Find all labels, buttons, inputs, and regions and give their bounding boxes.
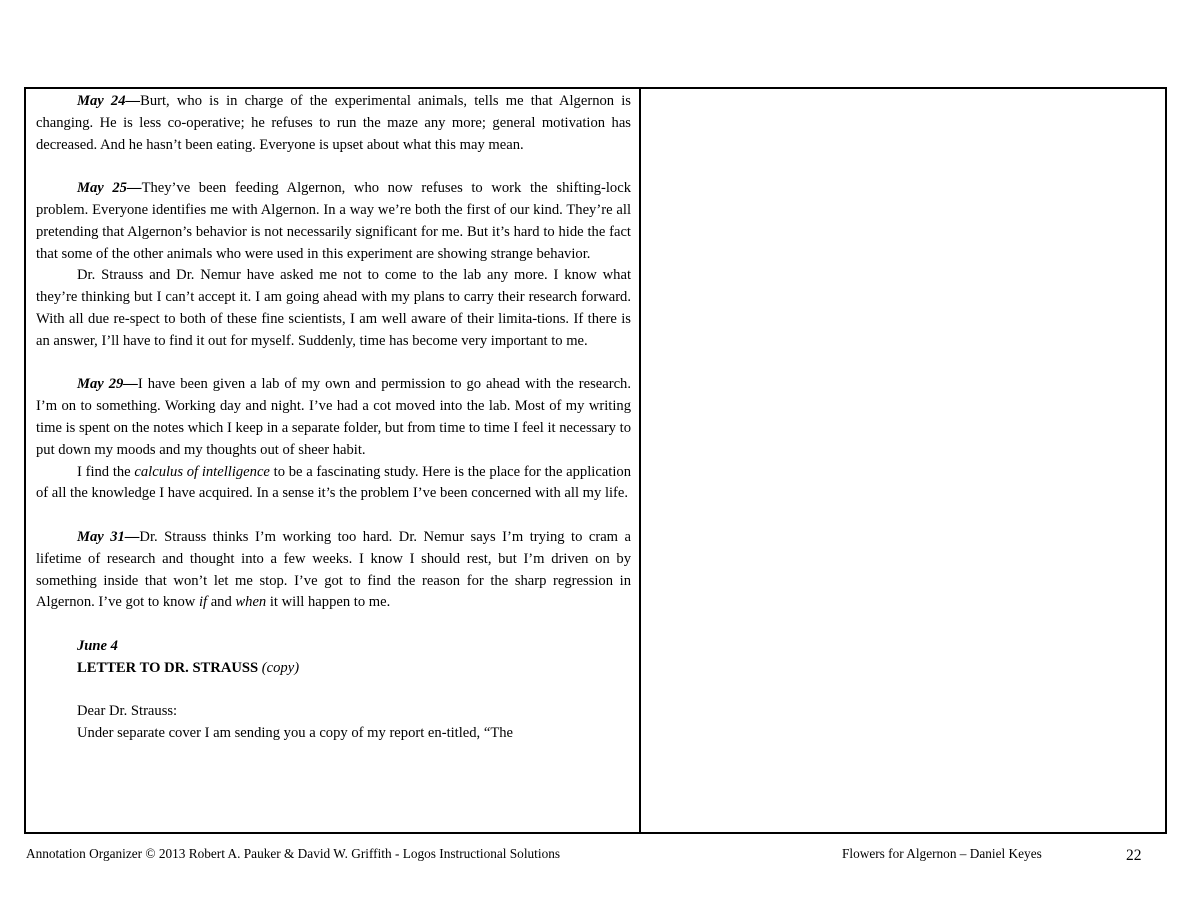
entry-june-4 [36, 636, 631, 658]
annotation-column [641, 89, 1165, 832]
text-run: it will happen to me. [266, 594, 391, 611]
letter-title: LETTER TO DR. STRAUSS [77, 659, 259, 676]
text-column [26, 89, 641, 832]
emphasis: calculus of intelligence [134, 463, 270, 480]
entry-date: May 25— [77, 180, 142, 197]
footer-title: Flowers for Algernon – Daniel Keyes [842, 846, 1042, 861]
letter-note: (copy) [261, 659, 300, 676]
entry-may-29-p2 [36, 462, 631, 506]
entry-date: May 29— [77, 376, 138, 393]
entry-may-31 [36, 527, 631, 614]
entry-may-25-p2: Dr. Strauss and Dr. Nemur have asked me not to come to the lab any more. I know what they’re thinking but I can’t accept it. I am going ahead with my plans to carry their research forward. With all due re-spect to both of these fine scientists, I am well aware of their limita-tions. If there is an answer, I’ll have to find it out for myself. Suddenly, time has become very important to me. [36, 267, 631, 349]
footer-copyright: Annotation Organizer © 2013 Robert A. Pauker & David W. Griffith - Logos Instructional Solutions [26, 846, 561, 861]
entry-date: June 4 [77, 637, 118, 654]
entry-text: I have been given a lab of my own and permission to go ahead with the research. I’m on to something. Working day and night. I’ve had a cot moved into the lab. Most of my writing time is spent on the notes which I keep in a separate folder, but from time to time I feel it necessary to put down my moods and my thoughts out of sheer habit. [36, 376, 631, 458]
text-run: and [207, 594, 236, 611]
letter-salutation: Dear Dr. Strauss: [77, 703, 178, 720]
entry-text: They’ve been feeding Algernon, who now refuses to work the shifting-lock problem. Everyone identifies me with Algernon. In a way we’re both the first of our kind. They’re all pretending that Algernon’s behavior is not necessarily significant for me. But it’s hard to hide the fact that some of the other animals who were used in this experiment are showing strange behavior. [36, 180, 631, 262]
page-number: 22 [1126, 847, 1142, 864]
letter-heading [36, 658, 631, 680]
story-text [26, 89, 639, 745]
text-run: Dr. Strauss thinks I’m working too hard. Dr. Nemur says I’m trying to cram a lifetime of research and thought into a few weeks. I know I should rest, but I’m driven on by something inside that won’t let me stop. I’ve got to find the reason for the sharp regression in Algernon. I’ve got to know [36, 528, 631, 611]
entry-text: Burt, who is in charge of the experimental animals, tells me that Algernon is changing. He is less co-operative; he refuses to run the maze any more; general motivation has decreased. And he hasn’t been eating. Everyone is upset about what this may mean. [36, 93, 631, 153]
emphasis: when [235, 594, 267, 611]
text-run: I find the [77, 463, 135, 480]
entry-may-24 [36, 91, 631, 156]
entry-may-29 [36, 374, 631, 461]
entry-may-25 [36, 178, 631, 265]
text-run: to be a fascinating study. Here is the place for the application of all the knowledge I have acquired. In a sense it’s the problem I’ve been concerned with all my life. [36, 463, 631, 502]
emphasis: if [198, 594, 208, 611]
entry-date: May 31— [77, 528, 140, 545]
annotation-frame [24, 87, 1167, 834]
letter-body: Under separate cover I am sending you a copy of my report en-titled, “The [77, 725, 514, 742]
entry-date: May 24— [77, 93, 141, 109]
